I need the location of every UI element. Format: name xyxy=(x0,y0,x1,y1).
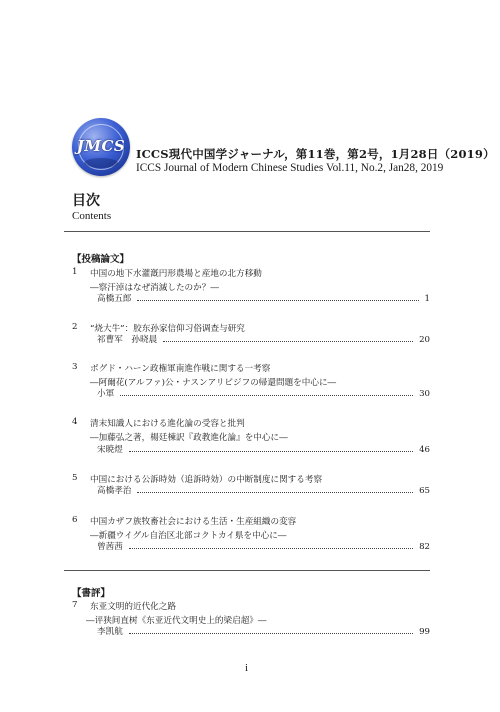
dot-leader xyxy=(137,492,413,493)
entry-number: 7 xyxy=(72,600,78,610)
dot-leader xyxy=(137,300,418,301)
entry-title[interactable]: 中国の地下水灌漑円形農場と産地の北方移動 xyxy=(90,269,262,279)
entry-subtitle: ―评狭间直树《东亚近代文明史上的梁启超》― xyxy=(86,616,267,626)
entry-author-row xyxy=(97,484,430,496)
entry-number: 6 xyxy=(72,515,78,525)
dot-leader xyxy=(129,548,413,549)
entry-page[interactable]: 46 xyxy=(419,445,430,455)
entry-title[interactable]: “烧大牛”：胶东孙家信仰习俗调查与研究 xyxy=(90,324,245,334)
entry-title[interactable]: 中国における公訴時効（追訴時効）の中断制度に関する考察 xyxy=(90,475,323,485)
entry-title[interactable]: ボグド・ハーン政権軍南進作戦に関する一考察 xyxy=(90,364,271,374)
dot-leader xyxy=(129,451,413,452)
logo-text: JMCS xyxy=(76,137,126,155)
entry-number: 2 xyxy=(72,322,78,332)
entry-title[interactable]: 中国カザフ族牧畜社会における生活・生産組織の変容 xyxy=(90,517,297,527)
entry-author-row xyxy=(97,443,430,455)
section-heading: 【投稿論文】 xyxy=(72,254,130,265)
entry-page[interactable]: 30 xyxy=(419,389,430,399)
journal-title-english: ICCS Journal of Modern Chinese Studies Vol.11, No.2, Jan28, 2019 xyxy=(136,162,444,174)
entry-subtitle: ―阿爾花(アルファ)公・ナスンアリビジフの帰還問題を中心に― xyxy=(90,378,337,388)
entry-page[interactable]: 99 xyxy=(419,627,430,637)
entry-author: 李凯航 xyxy=(97,627,123,637)
page-number: i xyxy=(245,662,249,674)
entry-author: 宋暁煜 xyxy=(97,445,123,455)
toc-title: 目次 xyxy=(72,193,100,209)
divider-line xyxy=(64,231,430,232)
entry-author-row xyxy=(97,292,430,304)
entry-number: 1 xyxy=(72,267,78,277)
entry-author-row xyxy=(97,540,430,552)
journal-title-japanese: ICCS現代中国学ジャーナル，第11巻，第2号，1月28日（2019） xyxy=(136,147,495,161)
journal-logo xyxy=(72,118,130,176)
entry-page[interactable]: 20 xyxy=(419,335,430,345)
section-heading: 【書評】 xyxy=(72,588,111,599)
dot-leader xyxy=(163,341,413,342)
dot-leader xyxy=(129,633,413,634)
entry-author: 高橋孝治 xyxy=(97,486,132,496)
dot-leader xyxy=(120,395,413,396)
entry-author-row xyxy=(97,387,430,399)
entry-number: 5 xyxy=(72,473,78,483)
divider-line xyxy=(64,570,430,571)
entry-subtitle: ―察汗淖はなぜ消滅したのか？― xyxy=(90,283,219,293)
entry-title[interactable]: 清末知識人における進化論の受容と批判 xyxy=(90,419,245,429)
entry-subtitle: ―加藤弘之著，楊廷棟訳『政教進化論』を中心に― xyxy=(90,433,288,443)
entry-author: 小軍 xyxy=(97,389,115,399)
entry-page[interactable]: 65 xyxy=(419,486,430,496)
entry-title[interactable]: 东亚文明的近代化之路 xyxy=(90,602,176,612)
entry-number: 3 xyxy=(72,362,78,372)
entry-page[interactable]: 1 xyxy=(424,294,430,304)
entry-author: 祁曹军 孙晓晨 xyxy=(97,335,158,345)
logo-shade xyxy=(84,158,118,168)
entry-author-row xyxy=(97,625,430,637)
entry-author: 曾茜茜 xyxy=(97,542,123,552)
toc-subtitle: Contents xyxy=(72,210,112,222)
entry-author: 高橋五郎 xyxy=(97,294,132,304)
entry-page[interactable]: 82 xyxy=(419,542,430,552)
entry-subtitle: ―新疆ウイグル自治区北部コクトカイ県を中心に― xyxy=(90,531,287,541)
entry-number: 4 xyxy=(72,417,78,427)
entry-author-row xyxy=(97,333,430,345)
